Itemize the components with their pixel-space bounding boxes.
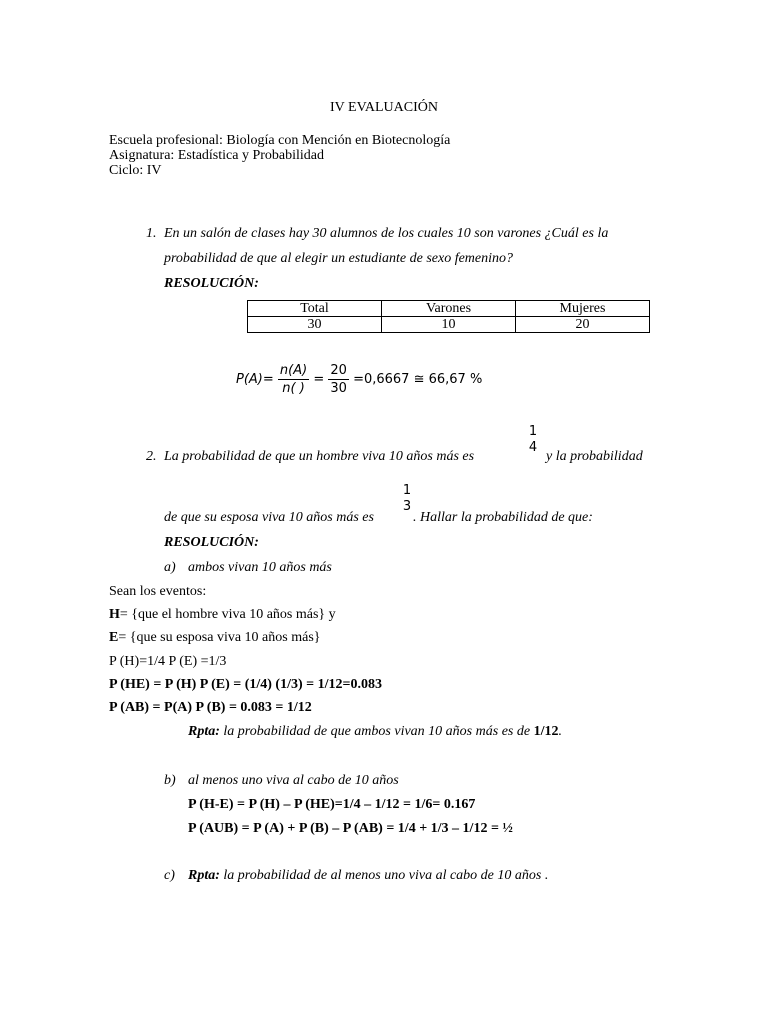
q2-resolution: RESOLUCIÓN: — [164, 535, 259, 550]
q1-number: 1. — [146, 226, 157, 241]
q2-c-label: c) — [164, 868, 175, 883]
calc-3: P (H-E) = P (H) – P (HE)=1/4 – 1/12 = 1/6= 0.167 — [188, 797, 476, 812]
rpta-a-end: . — [558, 724, 562, 739]
event-e — [109, 630, 320, 646]
q2-fraction-1-3 — [400, 483, 414, 515]
rpta-c-text: la probabilidad de al menos uno viva al cabo de 10 años . — [223, 868, 549, 883]
q2-number: 2. — [146, 449, 157, 464]
frac1-num: 1 — [528, 424, 538, 439]
table-cell-mujeres: 20 — [516, 317, 650, 333]
event-h-label: H — [109, 607, 120, 622]
formula-fraction-n — [278, 362, 309, 397]
rpta-a-text: la probabilidad de que ambos vivan 10 años más es de — [223, 724, 531, 739]
event-h — [109, 607, 336, 623]
table-header-total: Total — [248, 301, 382, 317]
q2-line2a: de que su esposa viva 10 años más es — [164, 510, 374, 525]
table-header-mujeres: Mujeres — [516, 301, 650, 317]
rpta-a-label: Rpta: — [188, 724, 220, 739]
rpta-a-value: 1/12 — [533, 724, 559, 739]
formula-eq: = — [313, 372, 325, 387]
header-school: Escuela profesional: Biología con Mención en Biotecnología — [109, 133, 451, 148]
calc-4: P (AUB) = P (A) + P (B) – P (AB) = 1/4 + 1/3 – 1/12 = ½ — [188, 821, 513, 836]
q1-line1: En un salón de clases hay 30 alumnos de los cuales 10 son varones ¿Cuál es la — [164, 226, 609, 241]
calc-2: P (AB) = P(A) P (B) = 0.083 = 1/12 — [109, 700, 312, 715]
q1-resolution: RESOLUCIÓN: — [164, 276, 259, 291]
q2-line1a: La probabilidad de que un hombre viva 10 años más es — [164, 449, 475, 464]
formula-num2: 20 — [330, 363, 347, 378]
q1-table — [247, 300, 650, 333]
event-e-text: = {que su esposa viva 10 años más} — [118, 630, 321, 645]
rpta-c-label: Rpta: — [188, 868, 220, 883]
formula-den2: 30 — [330, 381, 347, 396]
event-e-label: E — [109, 630, 119, 645]
q2-b-text: al menos uno viva al cabo de 10 años — [188, 773, 399, 788]
formula-fraction-values — [328, 362, 349, 397]
q2-a-label: a) — [164, 560, 176, 575]
q2-line2b: . Hallar la probabilidad de que: — [413, 510, 593, 525]
q2-b-label: b) — [164, 773, 176, 788]
q2-line1b: y la probabilidad — [546, 449, 643, 464]
table-cell-total: 30 — [248, 317, 382, 333]
formula-num: n(A) — [279, 363, 308, 378]
rpta-a — [188, 724, 562, 740]
probabilities: P (H)=1/4 P (E) =1/3 — [109, 654, 227, 669]
q2-a-text: ambos vivan 10 años más — [188, 560, 332, 575]
header-subject: Asignatura: Estadística y Probabilidad — [109, 148, 325, 163]
frac2-num: 1 — [402, 483, 412, 498]
q1-formula — [236, 362, 482, 397]
event-h-text: = {que el hombre viva 10 años más} y — [119, 607, 336, 622]
rpta-c — [188, 868, 548, 884]
events-intro: Sean los eventos: — [109, 584, 207, 599]
formula-den: n( ) — [282, 381, 305, 396]
frac1-den: 4 — [528, 440, 538, 455]
q1-line2: probabilidad de que al elegir un estudiante de sexo femenino? — [164, 251, 514, 266]
frac2-den: 3 — [402, 499, 412, 514]
table-header-row — [248, 301, 650, 317]
calc-1: P (HE) = P (H) P (E) = (1/4) (1/3) = 1/12=0.083 — [109, 677, 382, 692]
formula-rhs: =0,6667 ≅ 66,67 % — [353, 372, 483, 387]
header-cycle: Ciclo: IV — [109, 163, 162, 178]
table-row — [248, 317, 650, 333]
table-header-varones: Varones — [382, 301, 516, 317]
q2-fraction-1-4 — [526, 424, 540, 456]
formula-lhs: P(A)= — [236, 372, 274, 387]
table-cell-varones: 10 — [382, 317, 516, 333]
page-title: IV EVALUACIÓN — [330, 100, 438, 115]
